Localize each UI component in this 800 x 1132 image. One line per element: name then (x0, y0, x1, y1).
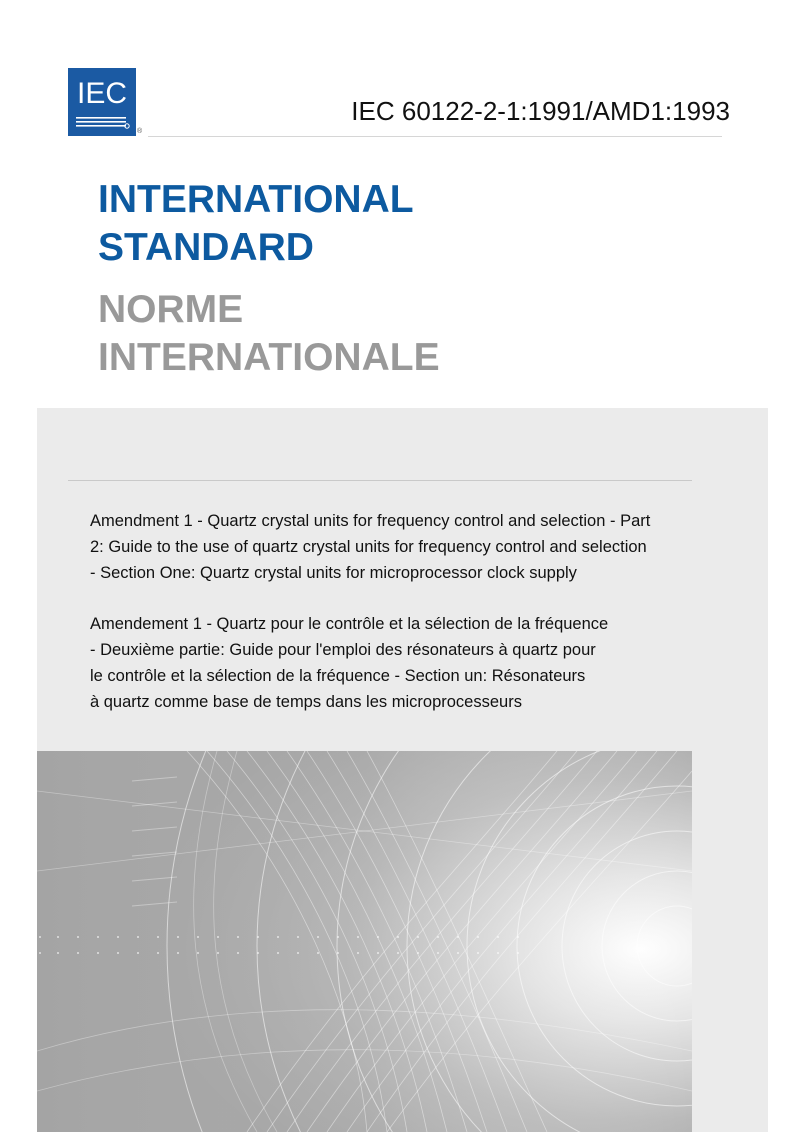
description-english (90, 508, 690, 586)
document-id: IEC 60122-2-1:1991/AMD1:1993 (351, 96, 730, 126)
panel-divider (68, 480, 692, 481)
description-english-line: Amendment 1 - Quartz crystal units for frequency control and selection - Part (90, 512, 651, 530)
title-french (98, 286, 440, 382)
description-french-line: - Deuxième partie: Guide pour l'emploi des résonateurs à quartz pour (90, 641, 596, 659)
title-french-line1: NORME (98, 288, 244, 331)
iec-logo (68, 68, 136, 136)
logo-stripes-icon (74, 116, 130, 130)
abstract-curves-graphic (37, 751, 692, 1132)
description-french-line: à quartz comme base de temps dans les microprocesseurs (90, 693, 522, 711)
title-french-line2: INTERNATIONALE (98, 336, 440, 379)
description-french-line: Amendement 1 - Quartz pour le contrôle et la sélection de la fréquence (90, 615, 609, 633)
description-french (90, 611, 690, 715)
registered-mark: ® (137, 128, 143, 135)
description-english-line: 2: Guide to the use of quartz crystal units for frequency control and selection (90, 538, 647, 556)
header-divider (148, 136, 722, 137)
title-english (98, 176, 414, 272)
description-english-line: - Section One: Quartz crystal units for microprocessor clock supply (90, 564, 577, 582)
iec-logo-text: IEC (76, 77, 127, 110)
description-french-line: le contrôle et la sélection de la fréquence - Section un: Résonateurs (90, 667, 586, 685)
title-english-line2: STANDARD (98, 226, 314, 269)
title-english-line1: INTERNATIONAL (98, 178, 414, 221)
